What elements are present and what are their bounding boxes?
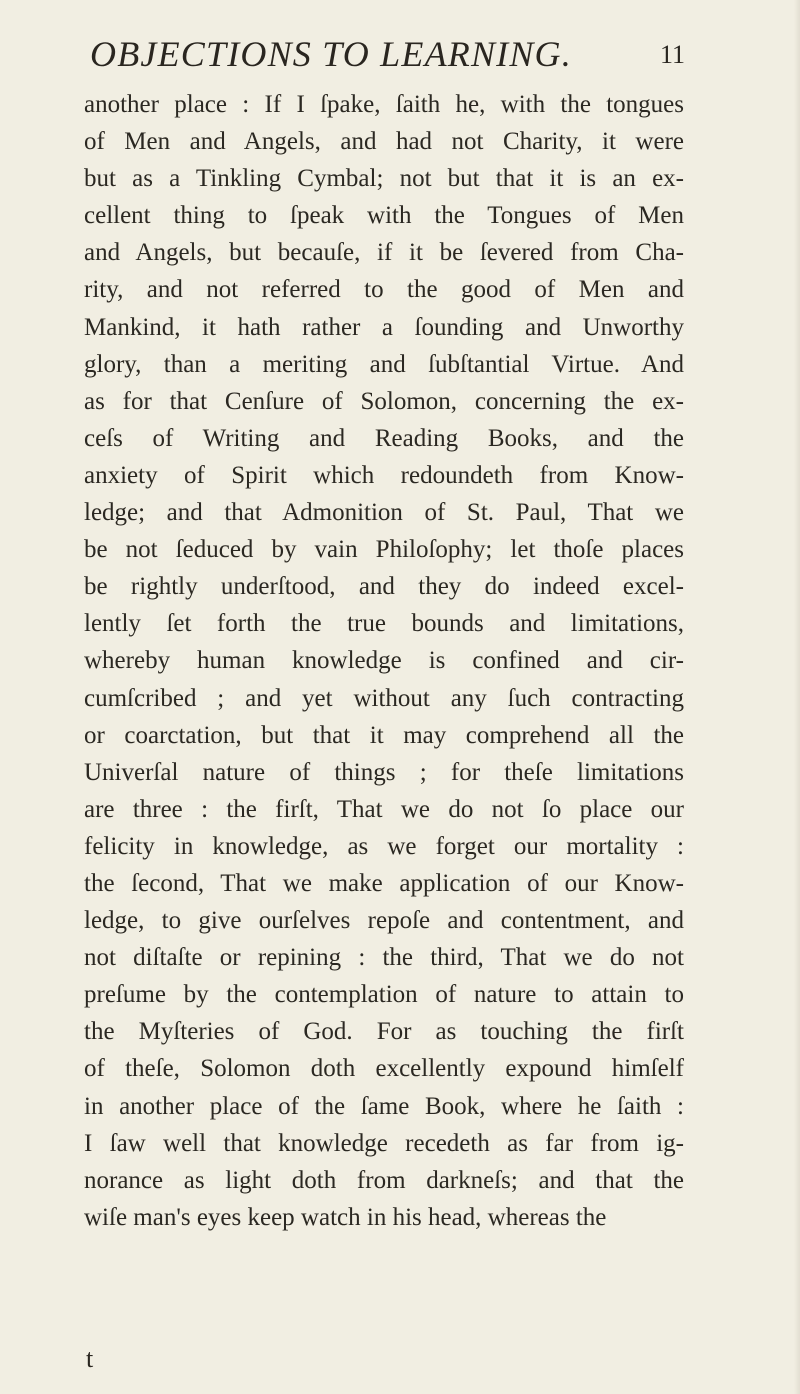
text-line: are three : the firſt, That we do not ſo place our: [84, 795, 684, 823]
text-line: be not ſeduced by vain Philoſophy; let thoſe places: [84, 536, 684, 564]
text-line: ledge; and that Admonition of St. Paul, That we: [84, 499, 684, 527]
text-line: whereby human knowledge is confined and cir-: [84, 647, 684, 675]
text-line: of theſe, Solomon doth excellently expound himſelf: [84, 1055, 684, 1083]
text-line: norance as light doth from darkneſs; and that the: [84, 1166, 684, 1194]
text-line: cellent thing to ſpeak with the Tongues of Men: [84, 202, 684, 230]
text-line: in another place of the ſame Book, where he ſaith :: [84, 1092, 684, 1120]
text-line: another place : If I ſpake, ſaith he, with the tongues: [84, 91, 684, 118]
text-line: ceſs of Writing and Reading Books, and the: [84, 424, 684, 452]
text-line: and Angels, but becauſe, if it be ſevered from Cha-: [84, 239, 684, 267]
text-line: rity, and not referred to the good of Men and: [84, 276, 684, 304]
text-line: the ſecond, That we make application of our Know-: [84, 869, 684, 897]
text-line: not diſtaſte or repining : the third, That we do not: [84, 944, 684, 972]
text-line: I ſaw well that knowledge recedeth as far from ig-: [84, 1129, 684, 1157]
text-line: felicity in knowledge, as we forget our mortality :: [84, 832, 684, 860]
text-line: Univerſal nature of things ; for theſe limitations: [84, 758, 684, 786]
text-line: preſume by the contemplation of nature to attain to: [84, 981, 684, 1009]
text-line: as for that Cenſure of Solomon, concerning the ex-: [84, 387, 684, 415]
text-line: of Men and Angels, and had not Charity, it were: [84, 128, 684, 156]
text-line: the Myſteries of God. For as touching the firſt: [84, 1018, 684, 1046]
text-line: but as a Tinkling Cymbal; not but that it is an ex-: [84, 165, 684, 193]
page-number: 11: [660, 40, 686, 69]
text-line: wiſe man's eyes keep watch in his head, whereas the: [84, 1203, 607, 1231]
text-line: Mankind, it hath rather a ſounding and Unworthy: [84, 313, 684, 341]
page-edge-shadow: [794, 0, 800, 1394]
text-line: be rightly underſtood, and they do indeed excel-: [84, 573, 684, 601]
text-line: cumſcribed ; and yet without any ſuch contracting: [84, 684, 684, 712]
text-line: glory, than a meriting and ſubſtantial Virtue. And: [84, 350, 684, 378]
catchword: t: [86, 1344, 94, 1373]
text-line: ledge, to give ourſelves repoſe and contentment, and: [84, 907, 684, 935]
text-line: anxiety of Spirit which redoundeth from Know-: [84, 461, 684, 489]
running-head: OBJECTIONS TO LEARNING.: [90, 34, 572, 74]
body-text: [84, 86, 684, 1236]
text-line: lently ſet forth the true bounds and limitations,: [84, 610, 684, 638]
text-line: or coarctation, but that it may comprehend all the: [84, 721, 684, 749]
